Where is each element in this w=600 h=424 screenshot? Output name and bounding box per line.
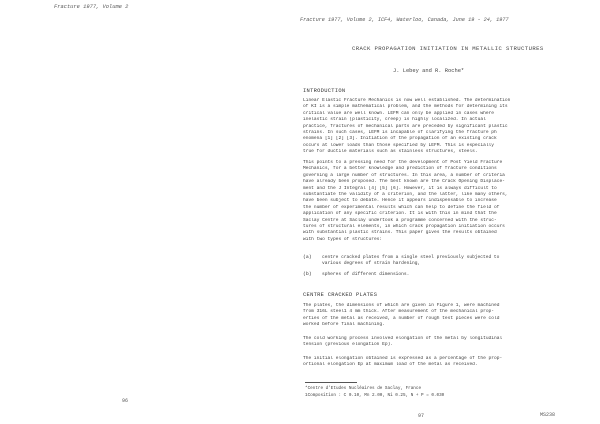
text-line: ortional elongation Ep at maximum load of the metal as received. bbox=[303, 362, 478, 368]
text-line: inelastic strain (plasticity, creep) is highly localized. In actual bbox=[303, 117, 486, 123]
text-line: from 316L steel1 4 mm thick. After measurement of the mechanical prop- bbox=[303, 309, 495, 315]
page-number: 97 bbox=[418, 413, 425, 419]
text-line: tures of structural elements, in which crack propagation initiation occurs bbox=[303, 224, 505, 230]
text-line: ment and the J Integral [4] [5] [6]. However, it is always difficult to bbox=[303, 185, 497, 191]
text-line: strains. In such cases, LEFM is incapable of clarifying the fracture ph bbox=[303, 130, 497, 136]
text-line: true for ductile materials such as stainless structures, steels. bbox=[303, 149, 478, 155]
text-line: various degrees of strain hardening, bbox=[322, 261, 421, 267]
paper-authors: J. Lebey and R. Roche* bbox=[393, 68, 465, 74]
text-line: have already been proposed. The best known are the Crack Opening Displace- bbox=[303, 179, 505, 185]
text-line: Linear Elastic Fracture Mechanics is now well established. The determination bbox=[303, 98, 511, 103]
left-page-number: 96 bbox=[122, 398, 129, 404]
footnote-rule bbox=[305, 382, 357, 383]
list-item-a-label: (a) bbox=[303, 255, 312, 260]
text-line: application of any specific criterion. It is with this in mind that the bbox=[303, 211, 497, 217]
text-line: the number of experimental results which can help to define the field of bbox=[303, 204, 500, 210]
footnote-composition: 1Composition : C 0.10, Mn 2.00, Ni 0.25, N + P = 0.030 bbox=[305, 393, 445, 398]
introduction-heading: INTRODUCTION bbox=[303, 88, 346, 94]
text-line: erties of the metal as received, a number of rough test pieces were cold bbox=[303, 315, 500, 321]
ccp-paragraph-1 bbox=[303, 303, 588, 329]
footnote-affiliation: *Centre d'Etudes Nucléaires de Saclay, France bbox=[305, 386, 422, 391]
text-line: The plates, the dimensions of which are given in Figure 1, were machined bbox=[303, 303, 500, 308]
left-page-running-head: Fracture 1977, Volume 2 bbox=[54, 4, 129, 10]
text-line: substantiate the validity of a criterion, and the latter, like many others, bbox=[303, 192, 508, 198]
paper-title: CRACK PROPAGATION INITIATION IN METALLIC STRUCTURES bbox=[352, 45, 544, 52]
text-line: practice, fractures of mechanical parts are preceded by significant plastic bbox=[303, 123, 508, 129]
intro-paragraph-1 bbox=[303, 98, 588, 156]
text-line: critical value are well known. LEFM can only be applied in cases where bbox=[303, 110, 495, 116]
text-line: of KI is a simple mathematical problem, and the methods for determining its bbox=[303, 104, 508, 110]
text-line: with two types of structures: bbox=[303, 236, 383, 242]
text-line: with substantial plastic strains. This paper gives the results obtained bbox=[303, 230, 497, 236]
text-line: enomena [1] [2] [3]. Initiation of the propagation of an existing crack bbox=[303, 136, 497, 142]
ccp-paragraph-2 bbox=[303, 336, 588, 349]
text-line: The cold working process involved elongation of the metal by longitudinal bbox=[303, 336, 503, 341]
text-line: Mechanics, for a better knowledge and prediction of fracture conditions bbox=[303, 166, 497, 172]
text-line: have been subject to debate. Hence it appears indispensable to increase bbox=[303, 198, 497, 204]
text-line: Saclay Centre at Saclay undertook a programme concerned with the struc- bbox=[303, 217, 497, 223]
list-item-a bbox=[322, 255, 499, 268]
text-line: This points to a pressing need for the development of Post Yield Fracture bbox=[303, 160, 503, 165]
ccp-paragraph-3 bbox=[303, 356, 588, 369]
text-line: occurs at lower loads than those specified by LEFM. This is especially bbox=[303, 142, 495, 148]
text-line: The initial elongation obtained is expressed as a percentage of the prop- bbox=[303, 356, 503, 361]
text-line: spheres of different dimensions. bbox=[322, 272, 410, 277]
intro-paragraph-2 bbox=[303, 160, 588, 243]
list-item-b-label: (b) bbox=[303, 272, 312, 277]
ccp-heading: CENTRE CRACKED PLATES bbox=[303, 292, 378, 298]
running-head: Fracture 1977, Volume 2, ICF4, Waterloo, Canada, June 19 - 24, 1977 bbox=[300, 17, 509, 23]
text-line: governing a large number of structures. In this area, a number of criteria bbox=[303, 172, 505, 178]
page-code: MS238 bbox=[540, 412, 556, 418]
list-item-b bbox=[322, 272, 409, 278]
text-line: centre cracked plates from a single steel previously subjected to bbox=[322, 255, 500, 260]
text-line: worked before final machining. bbox=[303, 322, 385, 328]
text-line: tension (previous elongation Ep). bbox=[303, 342, 394, 348]
